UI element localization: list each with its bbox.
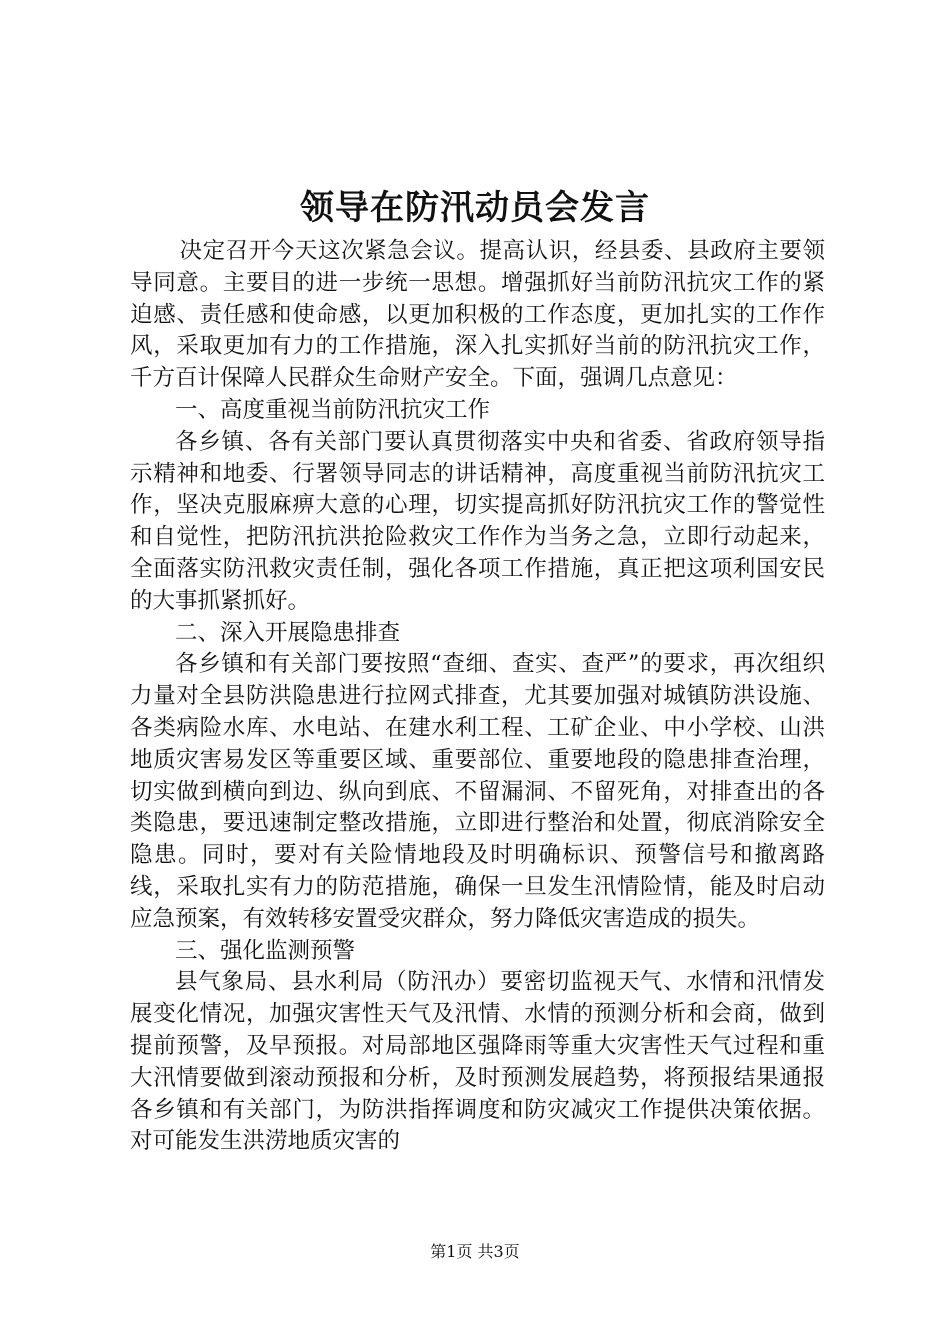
section-heading-3: 三、强化监测预警	[175, 937, 356, 964]
section-heading-2: 二、深入开展隐患排查	[175, 619, 401, 646]
page-footer: 第1页 共3页	[430, 1242, 520, 1261]
intro-paragraph: 决定召开今天这次紧急会议。提高认识，经县委、县政府主要领导同意。主要目的进一步统一思想。增强抓好当前防汛抗灾工作的紧迫感、责任感和使命感，以更加积极的工作态度，更加扎实的工作作风，采取更加有力的工作措施，深入扎实抓好当前的防汛抗灾工作，千方百计保障人民群众生命财产安全。下面，强调几点意见：	[130, 238, 825, 392]
document-title: 领导在防汛动员会发言	[300, 188, 650, 228]
section-paragraph-3: 县气象局、县水利局（防汛办）要密切监视天气、水情和汛情发展变化情况，加强灾害性天气及汛情、水情的预测分析和会商，做到提前预警，及早预报。对局部地区强降雨等重大灾害性天气过程和重大汛情要做到滚动预报和分析，及时预测发展趋势，将预报结果通报各乡镇和有关部门，为防洪指挥调度和防灾减灾工作提供决策依据。对可能发生洪涝地质灾害的	[130, 969, 825, 1155]
section-paragraph-2: 各乡镇和有关部门要按照“查细、查实、查严”的要求，再次组织力量对全县防洪隐患进行拉网式排查，尤其要加强对城镇防洪设施、各类病险水库、水电站、在建水利工程、工矿企业、中小学校、山洪地质灾害易发区等重要区域、重要部位、重要地段的隐患排查治理，切实做到横向到边、纵向到底、不留漏洞、不留死角，对排查出的各类隐患，要迅速制定整改措施，立即进行整治和处置，彻底消除安全隐患。同时，要对有关险情地段及时明确标识、预警信号和撤离路线，采取扎实有力的防范措施，确保一旦发生汛情险情，能及时启动应急预案，有效转移安置受灾群众，努力降低灾害造成的损失。	[130, 651, 825, 932]
section-heading-1: 一、高度重视当前防汛抗灾工作	[175, 396, 491, 423]
section-paragraph-1: 各乡镇、各有关部门要认真贯彻落实中央和省委、省政府领导指示精神和地委、行署领导同志的讲话精神，高度重视当前防汛抗灾工作，坚决克服麻痹大意的心理，切实提高抓好防汛抗灾工作的警觉性和自觉性，把防汛抗洪抢险救灾工作作为当务之急，立即行动起来，全面落实防汛救灾责任制，强化各项工作措施，真正把这项利国安民的大事抓紧抓好。	[130, 428, 825, 614]
document-body	[130, 236, 825, 1158]
